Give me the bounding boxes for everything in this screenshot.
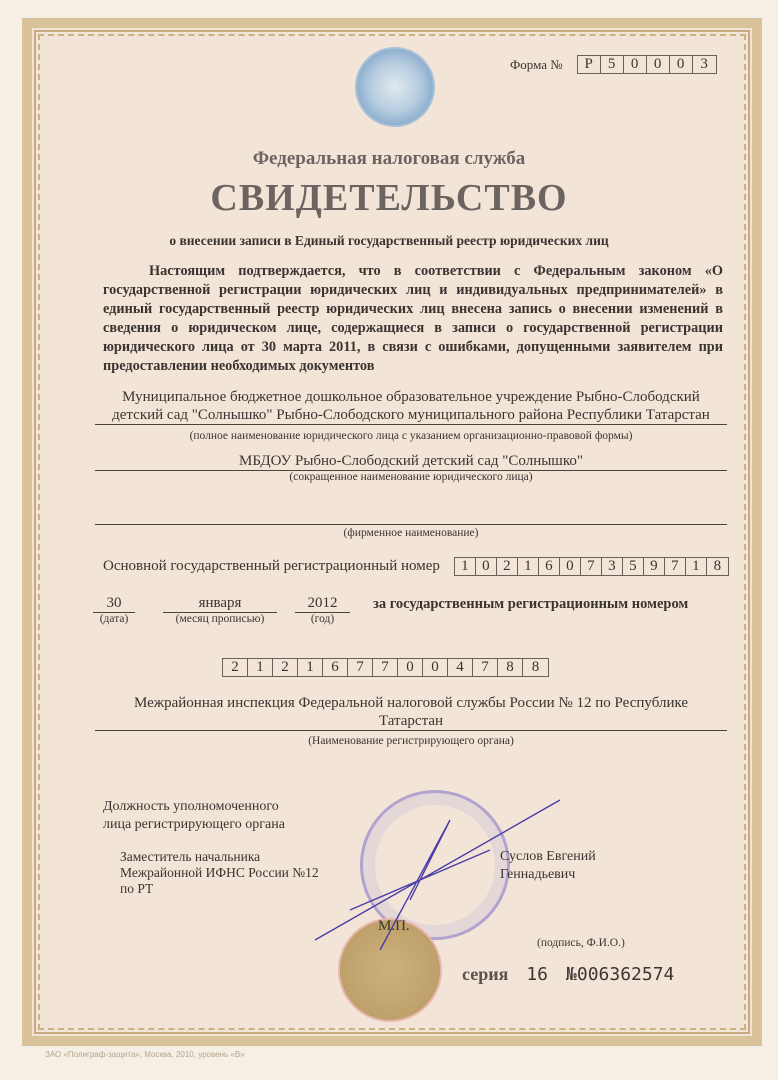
digit-box: 1 — [686, 558, 707, 575]
full-name — [95, 388, 727, 445]
official-name — [500, 848, 596, 884]
digit-box: 8 — [531, 659, 540, 675]
digit-box: 3 — [700, 56, 708, 72]
form-label: Форма № — [510, 56, 563, 72]
digit-box: 9 — [644, 558, 665, 575]
official-position — [120, 849, 319, 897]
grn-label: за государственным регистрационным номером — [373, 596, 689, 612]
digit-box: 1 — [248, 659, 273, 676]
digit-box: 0 — [476, 558, 497, 575]
digit-box: 1 — [298, 659, 323, 676]
date-day — [93, 595, 135, 625]
ogrn-digits — [454, 557, 729, 576]
digit-box: 8 — [498, 659, 523, 676]
full-name-line2: детский сад "Солнышко" Рыбно-Слободского муниципального района Республики Татарстан — [95, 406, 727, 425]
digit-box: 6 — [323, 659, 348, 676]
authority-line1: Межрайонная инспекция Федеральной налоговой службы России № 12 по Республике — [133, 695, 689, 711]
digit-box: 0 — [670, 56, 693, 73]
full-name-caption: (полное наименование юридического лица с указанием организационно-правовой формы) — [189, 430, 633, 442]
official-label — [103, 798, 285, 834]
authority — [95, 694, 727, 750]
name-line2: Геннадьевич — [500, 867, 576, 882]
year-value: 2012 — [295, 595, 350, 613]
digit-box: 1 — [455, 558, 476, 575]
digit-box: 7 — [373, 659, 398, 676]
hologram-emblem-icon — [355, 47, 435, 127]
digit-box: 4 — [448, 659, 473, 676]
ogrn-label: Основной государственный регистрационный номер — [103, 558, 440, 574]
month-value: января — [163, 595, 277, 613]
grn-digits — [222, 658, 549, 677]
digit-box: Р — [578, 56, 601, 73]
firm-name-value — [95, 506, 727, 525]
serial-label: серия — [462, 964, 509, 984]
short-name-value: МБДОУ Рыбно-Слободский детский сад "Солнышко" — [95, 453, 727, 471]
body-text: Настоящим подтверждается, что в соответствии с Федеральным законом «О государственной регистрации юридических лиц и индивидуальных предпринимателей» в единый государственный реестр юридических лиц внесена запись о внесении изменений в сведения о юридическом лице, содержащиеся в записи о государственной регистрации юридического лица от 30 марта 2011, в связи с ошибками, допущенными заявителем при предоставлении необходимых документов — [103, 263, 723, 374]
digit-box: 7 — [581, 558, 602, 575]
digit-box: 8 — [713, 558, 722, 574]
official-label-line1: Должность уполномоченного — [103, 799, 279, 814]
form-digits — [577, 55, 717, 74]
serial-number: №006362574 — [566, 964, 675, 985]
digit-box: 0 — [560, 558, 581, 575]
digit-box: 0 — [423, 659, 448, 676]
digit-box: 3 — [602, 558, 623, 575]
ogrn-row — [103, 557, 729, 576]
digit-box: 7 — [473, 659, 498, 676]
official-label-line2: лица регистрирующего органа — [103, 817, 285, 832]
digit-box: 2 — [497, 558, 518, 575]
digit-box: 1 — [518, 558, 539, 575]
position-line3: по РТ — [120, 881, 154, 896]
printer-footer: ЗАО «Полиграф-защита», Москва, 2010, уровень «В» — [45, 1050, 245, 1059]
authority-caption: (Наименование регистрирующего органа) — [308, 735, 514, 747]
serial — [462, 964, 674, 985]
month-caption: (месяц прописью) — [175, 613, 265, 625]
digit-box: 0 — [624, 56, 647, 73]
digit-box: 2 — [223, 659, 248, 676]
digit-box: 5 — [623, 558, 644, 575]
digit-box: 0 — [647, 56, 670, 73]
agency-name: Федеральная налоговая служба — [252, 148, 526, 169]
short-name — [95, 453, 727, 483]
authority-line2: Татарстан — [95, 712, 727, 731]
full-name-line1: Муниципальное бюджетное дошкольное образовательное учреждение Рыбно-Слободский — [122, 389, 700, 405]
digit-box: 7 — [348, 659, 373, 676]
mp-label: М.П. — [378, 918, 410, 934]
digit-box: 5 — [601, 56, 624, 73]
firm-name-caption: (фирменное наименование) — [343, 527, 479, 539]
firm-name — [95, 506, 727, 539]
document-title: СВИДЕТЕЛЬСТВО — [210, 177, 568, 219]
year-caption: (год) — [310, 613, 335, 625]
name-line1: Суслов Евгений — [500, 849, 596, 864]
short-name-caption: (сокращенное наименование юридического лица) — [289, 471, 533, 483]
serial-series: 16 — [526, 964, 549, 985]
document-subtitle: о внесении записи в Единый государственный реестр юридических лиц — [169, 233, 609, 248]
digit-box: 6 — [539, 558, 560, 575]
digit-box: 2 — [273, 659, 298, 676]
position-line2: Межрайонной ИФНС России №12 — [120, 865, 319, 880]
date-month — [163, 595, 277, 625]
digit-box: 0 — [398, 659, 423, 676]
day-value: 30 — [93, 595, 135, 613]
form-number — [510, 55, 717, 74]
digit-box: 7 — [665, 558, 686, 575]
position-line1: Заместитель начальника — [120, 849, 261, 864]
signature-caption: (подпись, Ф.И.О.) — [537, 937, 625, 949]
date-year — [295, 595, 350, 625]
day-caption: (дата) — [99, 613, 129, 625]
